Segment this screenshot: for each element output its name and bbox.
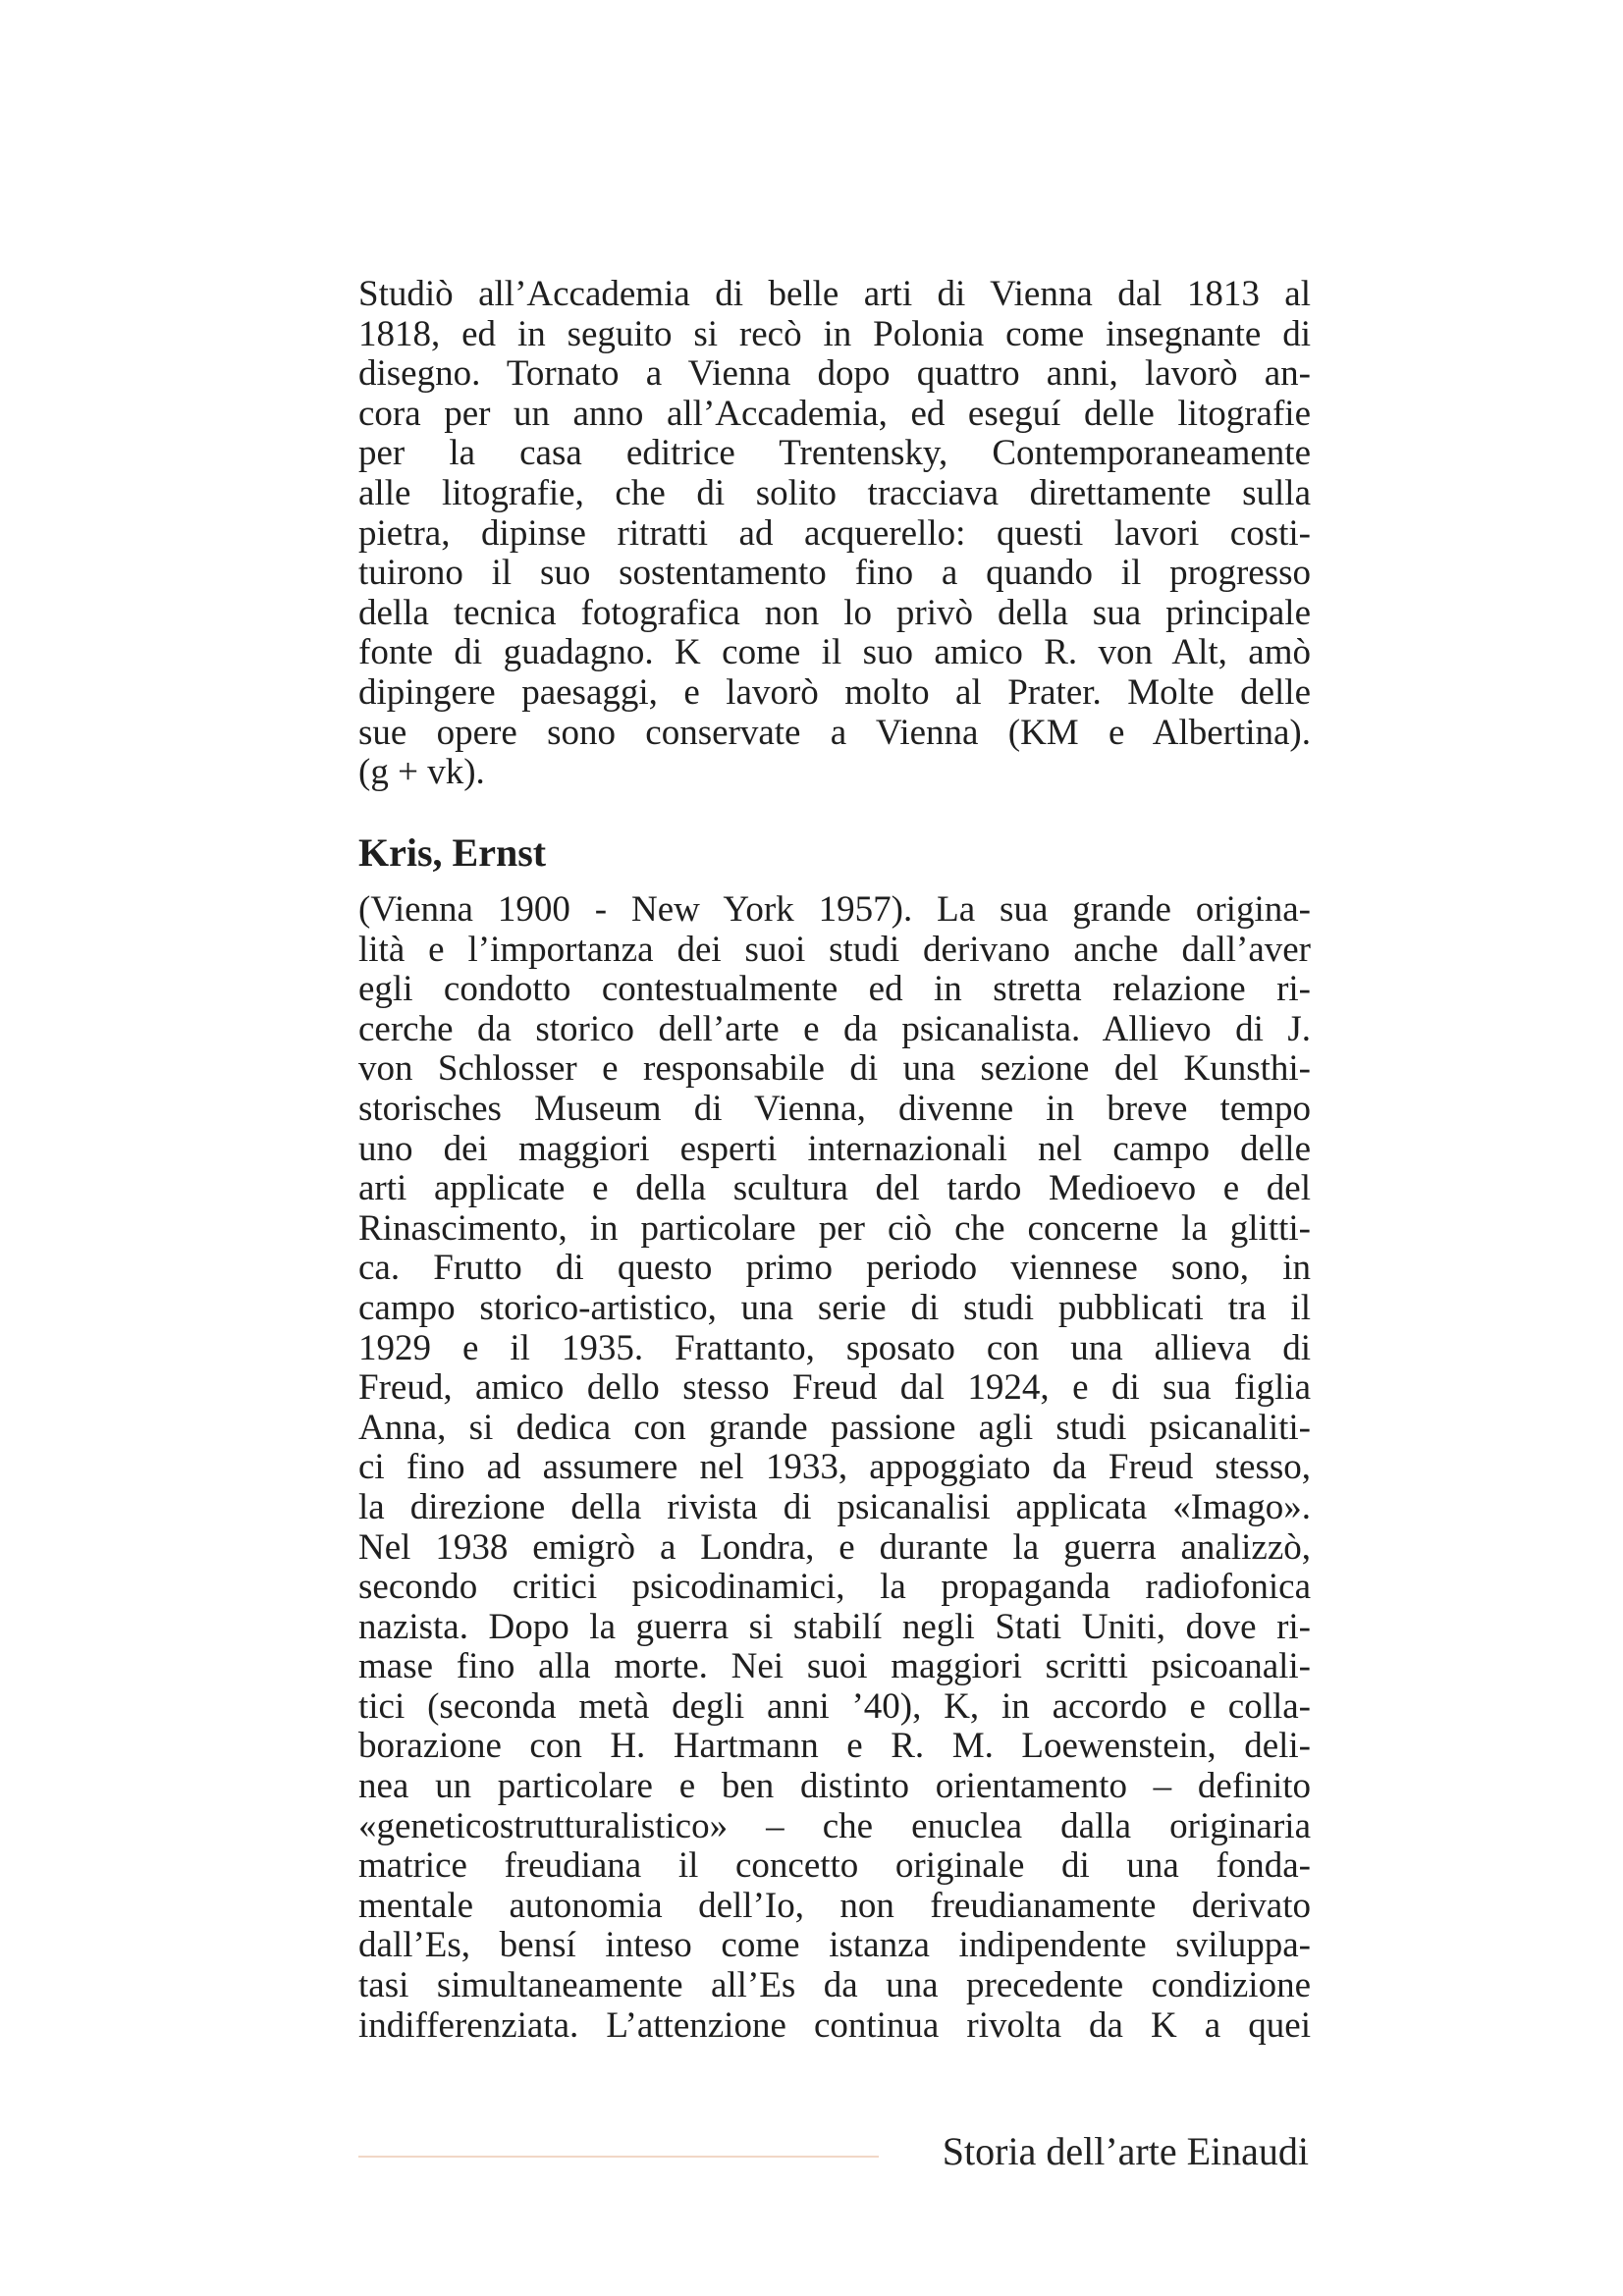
text-line: (Vienna 1900 - New York 1957). La sua grande origina- bbox=[358, 889, 1311, 930]
text-line: alle litografie, che di solito tracciava direttamente sulla bbox=[358, 472, 1311, 513]
text-line: Rinascimento, in particolare per ciò che concerne la glitti- bbox=[358, 1207, 1311, 1249]
text-line: la direzione della rivista di psicanalisi applicata «Imago». bbox=[358, 1486, 1311, 1527]
footer-rule bbox=[358, 2156, 879, 2158]
text-line: per la casa editrice Trentensky, Contemporaneamente bbox=[358, 433, 1311, 474]
text-line: nazista. Dopo la guerra si stabilí negli Stati Uniti, dove ri- bbox=[358, 1606, 1311, 1647]
text-line: borazione con H. Hartmann e R. M. Loewenstein, deli- bbox=[358, 1726, 1311, 1767]
text-line: lità e l’importanza dei suoi studi derivano anche dall’aver bbox=[358, 929, 1311, 970]
text-line: tasi simultaneamente all’Es da una precedente condizione bbox=[358, 1965, 1311, 2006]
text-line: dipingere paesaggi, e lavorò molto al Prater. Molte delle bbox=[358, 671, 1311, 713]
text-line: storisches Museum di Vienna, divenne in breve tempo bbox=[358, 1088, 1311, 1129]
text-line: uno dei maggiori esperti internazionali nel campo delle bbox=[358, 1128, 1311, 1169]
footer-title: Storia dell’arte Einaudi bbox=[942, 2129, 1309, 2173]
text-line: pietra, dipinse ritratti ad acquerello: questi lavori costi- bbox=[358, 512, 1311, 554]
text-line: secondo critici psicodinamici, la propaganda radiofonica bbox=[358, 1567, 1311, 1608]
text-line: (g + vk). bbox=[358, 752, 485, 793]
text-line: della tecnica fotografica non lo privò della sua principale bbox=[358, 592, 1311, 633]
text-line: fonte di guadagno. K come il suo amico R. von Alt, amò bbox=[358, 632, 1311, 673]
text-line: ci fino ad assumere nel 1933, appoggiato da Freud stesso, bbox=[358, 1447, 1311, 1488]
text-line: sue opere sono conservate a Vienna (KM e Albertina). bbox=[358, 712, 1311, 753]
previous-entry-text bbox=[358, 275, 1311, 793]
text-line: indifferenziata. L’attenzione continua rivolta da K a quei bbox=[358, 2004, 1311, 2046]
text-line: campo storico-artistico, una serie di studi pubblicati tra il bbox=[358, 1287, 1311, 1328]
text-line: von Schlosser e responsabile di una sezione del Kunsthi- bbox=[358, 1048, 1311, 1090]
text-line: tici (seconda metà degli anni ’40), K, in accordo e colla- bbox=[358, 1685, 1311, 1727]
text-line: mase fino alla morte. Nei suoi maggiori scritti psicoanali- bbox=[358, 1646, 1311, 1687]
text-line: cerche da storico dell’arte e da psicanalista. Allievo di J. bbox=[358, 1008, 1311, 1049]
text-line: Anna, si dedica con grande passione agli studi psicanaliti- bbox=[358, 1407, 1311, 1448]
text-line: disegno. Tornato a Vienna dopo quattro anni, lavorò an- bbox=[358, 353, 1311, 395]
text-line: ca. Frutto di questo primo periodo viennese sono, in bbox=[358, 1248, 1311, 1289]
text-line: 1818, ed in seguito si recò in Polonia come insegnante di bbox=[358, 313, 1311, 354]
text-line: 1929 e il 1935. Frattanto, sposato con una allieva di bbox=[358, 1327, 1311, 1368]
text-line: egli condotto contestualmente ed in stretta relazione ri- bbox=[358, 969, 1311, 1010]
text-line: matrice freudiana il concetto originale di una fonda- bbox=[358, 1845, 1311, 1887]
text-line: nea un particolare e ben distinto orientamento – definito bbox=[358, 1766, 1311, 1807]
text-line: Studiò all’Accademia di belle arti di Vienna dal 1813 al bbox=[358, 274, 1311, 314]
text-line: Freud, amico dello stesso Freud dal 1924, e di sua figlia bbox=[358, 1367, 1311, 1409]
text-line: cora per un anno all’Accademia, ed eseguí delle litografie bbox=[358, 393, 1311, 434]
text-line: Nel 1938 emigrò a Londra, e durante la guerra analizzò, bbox=[358, 1526, 1311, 1568]
entry-heading: Kris, Ernst bbox=[358, 830, 547, 875]
text-line: mentale autonomia dell’Io, non freudianamente derivato bbox=[358, 1885, 1311, 1926]
text-line: «geneticostrutturalistico» – che enuclea dalla originaria bbox=[358, 1805, 1311, 1846]
kris-entry-text bbox=[358, 890, 1311, 2046]
text-line: arti applicate e della scultura del tardo Medioevo e del bbox=[358, 1168, 1311, 1209]
text-line: tuirono il suo sostentamento fino a quando il progresso bbox=[358, 553, 1311, 594]
text-line: dall’Es, bensí inteso come istanza indipendente sviluppa- bbox=[358, 1925, 1311, 1966]
